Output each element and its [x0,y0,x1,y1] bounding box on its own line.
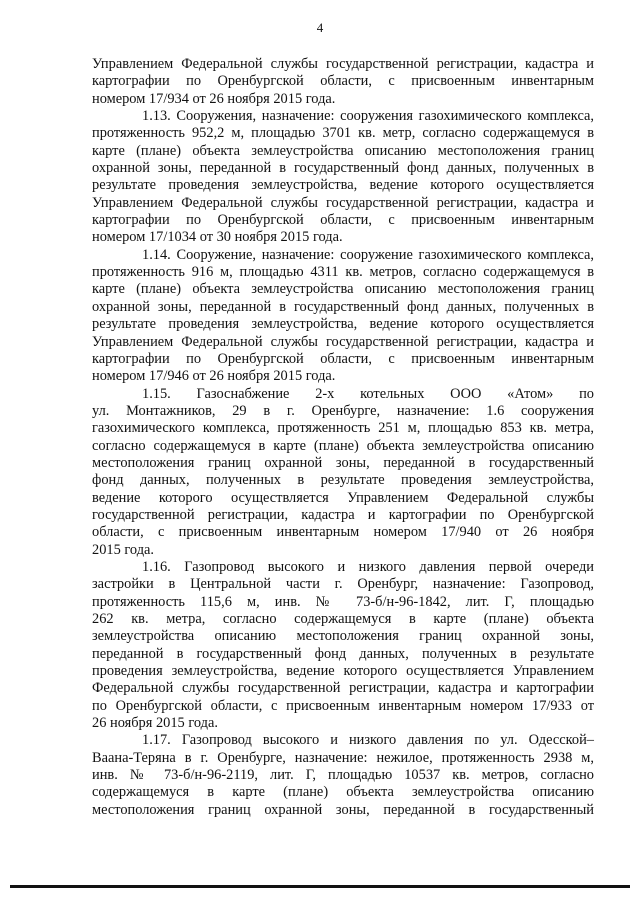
text-line: 262 кв. метра, согласно содержащемуся в карте (плане) объекта [92,611,594,627]
text-line: Федеральной службы государственной регистрации, кадастра и картографии [92,680,594,697]
paragraph-item-1-16 [92,559,594,732]
text-line: проведения землеустройства, ведение которого осуществляется Управлением [92,663,594,680]
text-line: протяженность 916 м, площадью 4311 кв. метров, согласно содержащемуся в [92,264,594,281]
paragraph-item-1-14 [92,247,594,386]
text-line: 1.13. Сооружения, назначение: сооружения газохимического комплекса, [142,108,594,125]
page-number: 4 [316,20,324,35]
text-line: 1.15. Газоснабжение 2-х котельных ООО «Атом» по [142,385,594,402]
text-line: инв. № 73-б/н-96-2119, лит. Г, площадью 10537 кв. метров, согласно [92,767,594,784]
text-line: согласно содержащемуся в карте (плане) объекта землеустройства описанию [92,437,594,454]
text-line: Управлением Федеральной службы государственной регистрации, кадастра и [92,333,594,350]
text-line: местоположения границ охранной зоны, переданной в государственный [92,801,594,818]
text-line: содержащемуся в карте (плане) объекта землеустройства описанию [92,784,594,801]
bottom-rule [10,885,630,888]
text-line: по Оренбургской области, с присвоенным инвентарным номером 17/933 от [92,697,594,714]
text-line: 1.14. Сооружение, назначение: сооружение газохимического комплекса, [142,246,594,263]
text-line: Управлением Федеральной службы государственной регистрации, кадастра и [92,56,594,72]
text-line: Управлением Федеральной службы государственной регистрации, кадастра и [92,194,594,211]
text-line: номером 17/934 от 26 ноября 2015 года. [92,90,336,107]
document-body [92,56,594,819]
text-line: результате проведения землеустройства, ведение которого осуществляется [92,316,594,333]
text-line: газохимического комплекса, протяженность 251 м, площадью 853 кв. метра, [92,420,594,437]
text-line: местоположения границ охранной зоны, переданной в государственный [92,454,594,471]
text-line: 1.17. Газопровод высокого и низкого давления по ул. Одесской– [142,732,594,749]
text-line: карте (плане) объекта землеустройства описанию местоположения границ [92,281,594,298]
text-line: картографии по Оренбургской области, с присвоенным инвентарным [92,350,594,367]
text-line: 2015 года. [92,541,155,558]
text-line: номером 17/946 от 26 ноября 2015 года. [92,368,336,385]
paragraph-continuation [92,56,594,108]
text-line: охранной зоны, переданной в государственный фонд данных, полученных в [92,298,594,315]
text-line: картографии по Оренбургской области, с присвоенным инвентарным [92,73,594,90]
text-line: переданной в государственный фонд данных, полученных в результате [92,645,594,662]
paragraph-item-1-13 [92,108,594,247]
text-line: протяженность 952,2 м, площадью 3701 кв. метр, согласно содержащемуся в [92,125,594,142]
text-line: застройки в Центральной части г. Оренбург, назначение: Газопровод, [92,576,594,593]
text-line: Ваана-Теряна в г. Оренбурге, назначение: нежилое, протяженность 2938 м, [92,749,594,766]
paragraph-item-1-17 [92,732,594,819]
text-line: 26 ноября 2015 года. [92,715,218,732]
text-line: области, с присвоенным инвентарным номером 17/940 от 26 ноября [92,524,594,541]
text-line: протяженность 115,6 м, инв. № 73-б/н-96-1842, лит. Г, площадью [92,593,594,610]
text-line: карте (плане) объекта землеустройства описанию местоположения границ [92,142,594,159]
text-line: государственной регистрации, кадастра и картографии по Оренбургской [92,506,594,523]
text-line: 1.16. Газопровод высокого и низкого давления первой очереди [142,558,594,575]
text-line: картографии по Оренбургской области, с присвоенным инвентарным [92,212,594,229]
paragraph-item-1-15 [92,386,594,559]
text-line: фонд данных, полученных в результате проведения землеустройства, [92,472,594,489]
text-line: ул. Монтажников, 29 в г. Оренбурге, назначение: 1.6 сооружения [92,402,594,419]
text-line: номером 17/1034 от 30 ноября 2015 года. [92,229,343,246]
text-line: охранной зоны, переданной в государственный фонд данных, полученных в [92,160,594,177]
text-line: ведение которого осуществляется Управлением Федеральной службы [92,489,594,506]
text-line: результате проведения землеустройства, ведение которого осуществляется [92,177,594,194]
text-line: землеустройства описанию местоположения границ охранной зоны, [92,628,594,645]
